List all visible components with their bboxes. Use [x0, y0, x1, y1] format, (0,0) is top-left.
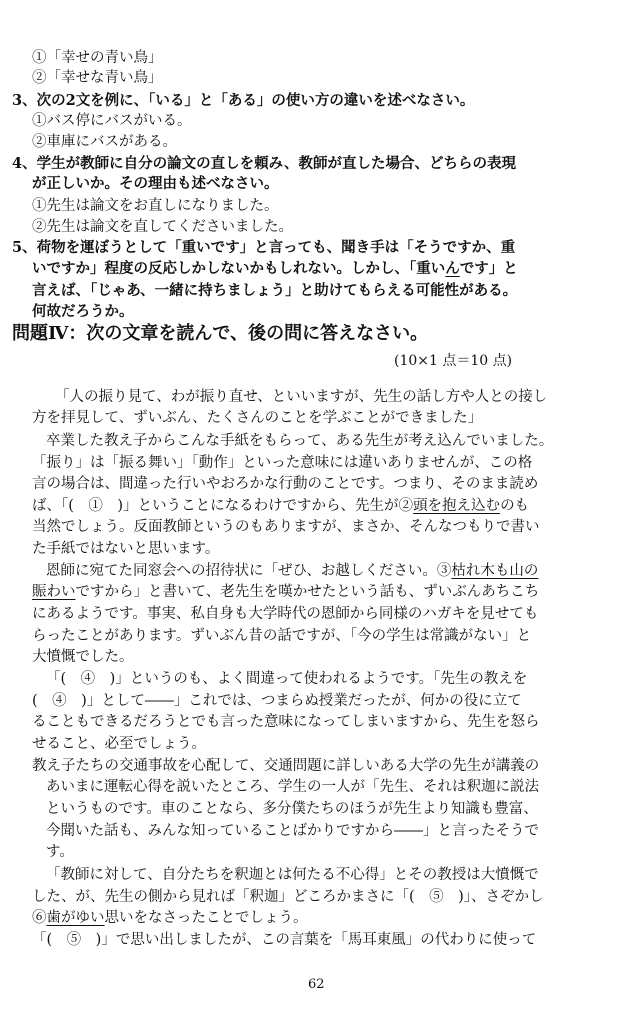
text-line — [32, 497, 529, 515]
text-span: ②車庫にバスがある。 — [32, 134, 177, 150]
text-line — [32, 454, 532, 472]
text-line — [32, 888, 544, 906]
text-span: ですから」と書いて、老先生を嘆かせたという話も、ずいぶんあちこち — [75, 584, 540, 600]
text-span: が正しいか。その理由も述べなさい。 — [32, 175, 279, 192]
text-span: 教え子たちの交通事故を心配して、交通問題に詳しいある大学の先生が講義の — [32, 758, 540, 774]
text-span: 言の場合は、間違った行いやおろかな行動のことです。つまり、そのまま読め — [32, 476, 539, 492]
text-span: あいまに運転心得を説いたところ、学生の一人が「先生、それは釈迦に説法 — [46, 779, 539, 795]
text-span: 卒業した教え子からこんな手紙をもらって、ある先生が考え込んでいました。 — [46, 433, 554, 449]
text-span: 何故だろうか。 — [32, 303, 134, 320]
text-line — [12, 155, 516, 173]
text-span: 5、荷物を運ぼうとして「重いです」と言っても、聞き手は「そうですか、重 — [12, 239, 516, 256]
text-span: 恩師に宛てた同窓会への招待状に「ぜひ、お越しください。③ — [46, 563, 452, 579]
text-line — [32, 931, 536, 949]
text-line — [32, 133, 177, 151]
text-span: 文を例に、「いる」と「ある」の使い方の違いを述べなさい。 — [75, 92, 475, 109]
text-span: ば、「( ① )」ということになるわけですから、先生が② — [32, 498, 414, 514]
text-line — [32, 409, 482, 427]
text-line — [32, 757, 539, 775]
text-span: ①バス停にバスがいる。 — [32, 113, 192, 129]
text-span: ることもできるだろうとでも言った意味になってしまいますから、先生を怒ら — [32, 714, 540, 730]
text-line — [46, 670, 527, 688]
text-span: にあるようです。事実、私自身も大学時代の恩師から同様のハガキを見せても — [32, 606, 539, 622]
text-span: ①先生は論文をお直しになりました。 — [32, 198, 279, 214]
text-line — [55, 388, 547, 406]
text-line — [32, 218, 293, 236]
text-line — [32, 282, 517, 300]
text-span: 3、 — [12, 92, 37, 109]
text-span: 4、学生が教師に自分の論文の直しを頼み、教師が直した場合、どちらの表現 — [12, 155, 516, 172]
text-line — [32, 518, 540, 536]
text-span: 「( ⑤ )」で思い出しましたが、この言葉を「馬耳東風」の代わりに使って — [32, 932, 537, 948]
text-span: ①「幸せの青い鳥」 — [32, 50, 163, 66]
text-line — [12, 92, 474, 110]
underlined-phrase: 賑わい — [32, 584, 76, 600]
text-span: ( ④ )」として――」これでは、つまらぬ授業だったが、何かの役に立て — [32, 693, 522, 709]
text-line — [46, 562, 538, 580]
text-span: です」と — [459, 260, 518, 277]
section-heading: 問題Ⅳ：次の文章を読んで、後の問に答えなさい。 — [12, 323, 429, 344]
text-line — [32, 540, 219, 558]
text-line — [32, 69, 163, 87]
underlined-phrase: 枯れ木も山の — [451, 563, 539, 579]
score-note: (10×1 点＝10 点) — [394, 353, 513, 369]
text-line — [46, 778, 539, 796]
underlined-phrase: 頭を抱え込む — [413, 498, 501, 514]
text-line — [32, 583, 539, 601]
text-span: 次の — [36, 92, 66, 109]
text-line — [12, 239, 515, 257]
text-span: ②先生は論文を直してくださいました。 — [32, 219, 293, 235]
text-span: らったことがあります。ずいぶん昔の話ですが、「今の学生は常識がない」と — [32, 628, 532, 644]
text-line — [32, 648, 134, 666]
text-line — [32, 197, 279, 215]
text-span: た手紙ではないと思います。 — [32, 541, 220, 557]
underlined-phrase: 歯がゆい — [46, 910, 105, 926]
text-line — [46, 800, 538, 818]
text-span: 「人の振り見て、わが振り直せ、といいますが、先生の話し方や人との接し — [55, 389, 548, 405]
text-span: ②「幸せな青い鳥」 — [32, 70, 163, 86]
page-number: 62 — [308, 977, 325, 992]
text-line — [32, 735, 206, 753]
text-span: 方を拝見して、ずいぶん、たくさんのことを学ぶことができました」 — [32, 410, 483, 426]
text-span: す。 — [46, 844, 74, 860]
text-line — [32, 175, 279, 193]
text-span: せること、必至でしょう。 — [32, 736, 206, 752]
text-span: 言えば、「じゃあ、一緒に持ちましょう」と助けてもらえる可能性がある。 — [32, 282, 518, 299]
text-line — [32, 475, 538, 493]
text-span: 「振り」は「振る舞い」「動作」といった意味には違いありませんが、この格 — [32, 455, 533, 471]
text-span: 今聞いた話も、みんな知っていることばかりですから――」と言ったそうで — [46, 823, 539, 839]
text-span: 大憤慨でした。 — [32, 649, 134, 665]
text-line — [46, 843, 74, 861]
text-span: というものです。車のことなら、多分僕たちのほうが先生より知識も豊富、 — [46, 801, 538, 817]
text-line — [46, 822, 539, 840]
text-line — [46, 866, 539, 884]
text-line — [32, 627, 531, 645]
text-span: 2 — [65, 92, 76, 109]
text-span: 思いをなさったことでしょう。 — [104, 910, 308, 926]
text-line — [32, 909, 308, 927]
text-span: した、が、先生の側から見れば「釈迦」どころかまさに「( ⑤ )」、さぞかし — [32, 889, 544, 905]
text-span: 「( ④ )」というのも、よく間違って使われるようです。「先生の教えを — [46, 671, 528, 687]
text-span: 当然でしょう。反面教師というのもありますが、まさか、そんなつもりで書い — [32, 519, 540, 535]
text-line — [46, 432, 553, 450]
text-line — [32, 605, 538, 623]
text-line — [32, 49, 163, 67]
text-span: 「教師に対して、自分たちを釈迦とは何たる不心得」とその教授は大憤慨で — [46, 867, 539, 883]
text-line — [32, 112, 192, 130]
text-line — [32, 713, 540, 731]
text-line — [32, 303, 134, 321]
text-span: いですか」程度の反応しかしないかもしれない。しかし、「重い — [32, 260, 446, 277]
underlined-phrase: ん — [445, 260, 460, 277]
text-span: のも — [500, 498, 530, 514]
text-line — [32, 692, 522, 710]
text-span: ⑥ — [32, 910, 47, 926]
text-line — [32, 260, 518, 278]
